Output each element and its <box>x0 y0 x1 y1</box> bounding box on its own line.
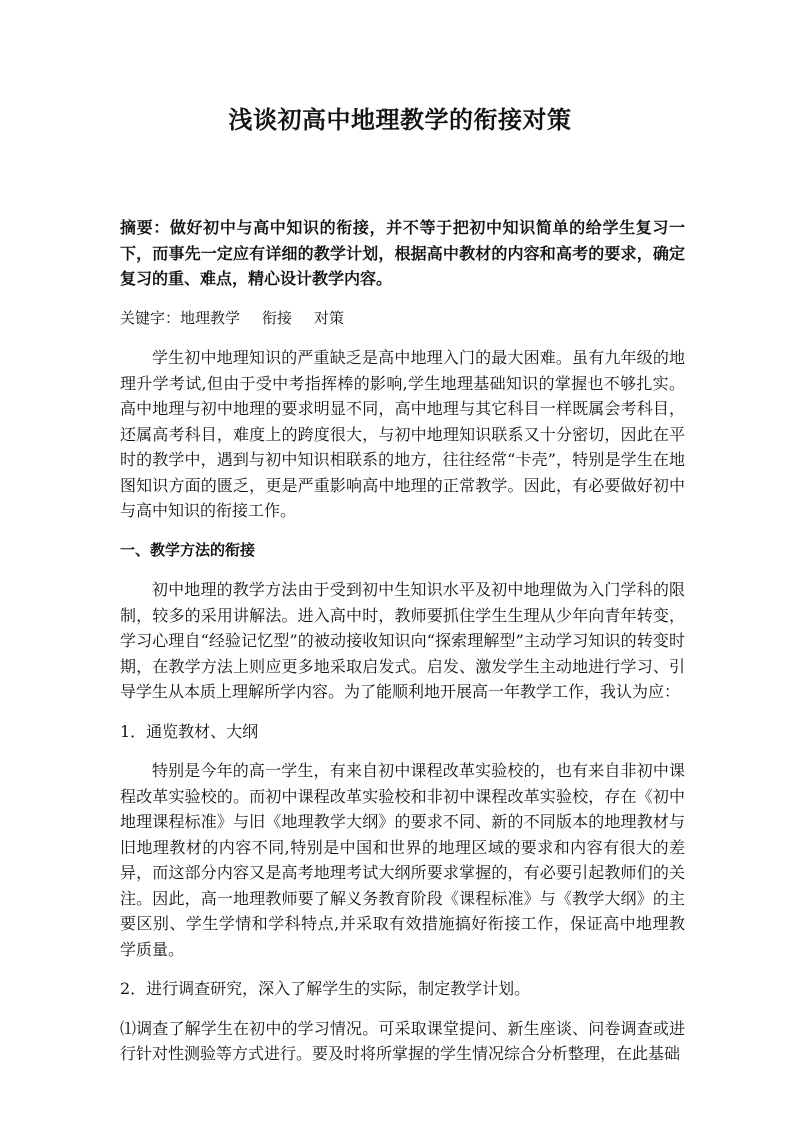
item-paragraph: 特别是今年的高一学生，有来自初中课程改革实验校的，也有来自非初中课程改革实验校的。而初中课程改革实验校和非初中课程改革实验校，存在《初中地理课程标准》与旧《地理教学大纲》的要求不同、新的不同版本的地理教材与旧地理教材的内容不同,特别是中国和世界的地理区域的要求和内容有很大的差异，而这部分内容又是高考地理考试大纲所要求掌握的，有必要引起教师们的关注。因此，高一地理教师要了解义务教育阶段《课程标准》与《教学大纲》的主要区别、学生学情和学科特点,并采取有效措施搞好衔接工作，保证高中地理教学质量。 <box>120 761 685 959</box>
document-body <box>120 215 685 1081</box>
subitem-paragraph: ⑴调查了解学生在初中的学习情况。可采取课堂提问、新生座谈、问卷调查或进行针对性测验等方式进行。要及时将所掌握的学生情况综合分析整理，在此基础 <box>120 1018 685 1063</box>
item-heading: 1．通览教材、大纲 <box>120 721 259 741</box>
keyword-item: 地理教学 <box>180 308 241 327</box>
keyword-item: 衔接 <box>262 308 293 327</box>
keyword-item: 对策 <box>314 308 345 327</box>
section-paragraph: 初中地理的教学方法由于受到初中生知识水平及初中地理做为入门学科的限制，较多的采用讲解法。进入高中时，教师要抓住学生生理从少年向青年转变，学习心理自“经验记忆型”的被动接收知识向“探索理解型”主动学习知识的转变时期，在教学方法上则应更多地采取启发式。启发、激发学生主动地进行学习、引导学生从本质上理解所学内容。为了能顺利地开展高一年教学工作，我认为应： <box>120 580 685 701</box>
section-heading: 一、教学方法的衔接 <box>120 540 256 559</box>
keywords-line <box>120 306 685 332</box>
keywords-label: 关键字： <box>120 308 181 327</box>
intro-paragraph: 学生初中地理知识的严重缺乏是高中地理入门的最大困难。虽有九年级的地理升学考试,但由于受中考指挥棒的影响,学生地理基础知识的掌握也不够扎实。高中地理与初中地理的要求明显不同，高中地理与其它科目一样既属会考科目，还属高考科目，难度上的跨度很大，与初中地理知识联系又十分密切，因此在平时的教学中，遇到与初中知识相联系的地方，往往经常“卡壳”，特别是学生在地图知识方面的匮乏，更是严重影响高中地理的正常教学。因此，有必要做好初中与高中知识的衔接工作。 <box>120 348 685 520</box>
item-heading: 2．进行调查研究，深入了解学生的实际，制定教学计划。 <box>120 979 531 998</box>
document-title: 浅谈初高中地理教学的衔接对策 <box>228 106 572 134</box>
abstract-paragraph: 摘要：做好初中与高中知识的衔接，并不等于把初中知识简单的给学生复习一下，而事先一定应有详细的教学计划，根据高中教材的内容和高考的要求，确定复习的重、难点，精心设计教学内容。 <box>120 218 685 288</box>
